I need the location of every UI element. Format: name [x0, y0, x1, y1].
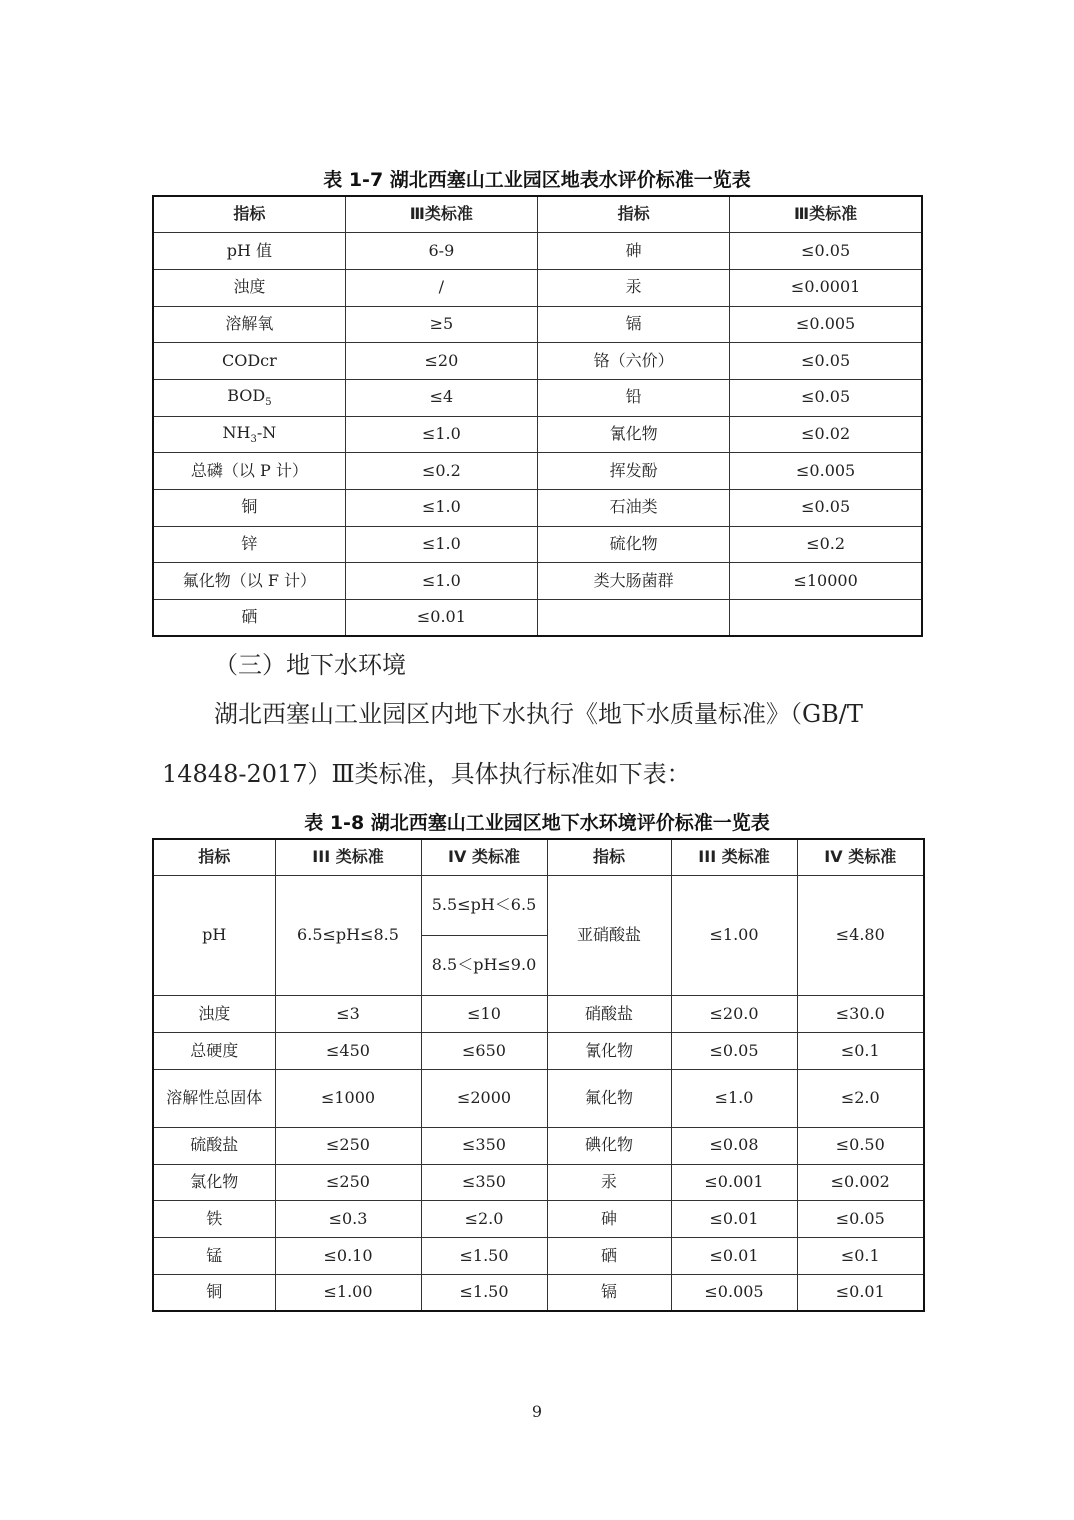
table-cell: 石油类 [538, 490, 730, 527]
header-cell: Ⅲ类标准 [345, 196, 537, 233]
table-row [153, 306, 922, 343]
table-cell: 氟化物 [547, 1069, 671, 1127]
table-cell: ≤0.50 [797, 1127, 924, 1164]
table-cell: ≤1.00 [275, 1275, 421, 1312]
page-number: 9 [531, 1402, 543, 1421]
table-cell: ≤0.0001 [730, 269, 922, 306]
table-cell: 铅 [538, 379, 730, 416]
table-cell: 汞 [547, 1164, 671, 1201]
table-row [153, 233, 922, 270]
table-cell: ≤0.2 [345, 453, 537, 490]
table-cell: ≤250 [275, 1127, 421, 1164]
table-cell: $BOD_5$ [153, 379, 345, 416]
table-cell: ≤1.0 [345, 416, 537, 453]
table-cell: 亚硝酸盐 [547, 876, 671, 996]
table-cell: ≤2.0 [421, 1201, 547, 1238]
table-body [153, 876, 924, 1312]
table-cell: 硒 [153, 600, 345, 637]
table-cell: 锌 [153, 526, 345, 563]
table-cell: ≤10 [421, 996, 547, 1033]
table-cell: ≤0.01 [671, 1201, 797, 1238]
table-cell: 总磷（以 P 计） [153, 453, 345, 490]
header-cell: 指标 [538, 196, 730, 233]
table-cell: ≤0.05 [730, 490, 922, 527]
table-cell: ≤0.08 [671, 1127, 797, 1164]
table-cell: 浊度 [153, 269, 345, 306]
table-cell: ≤0.2 [730, 526, 922, 563]
table-cell: 硒 [547, 1238, 671, 1275]
table-cell: ≤650 [421, 1033, 547, 1070]
header-cell: 指标 [153, 196, 345, 233]
table-cell: $NH_3-N$ [153, 416, 345, 453]
table-cell: ≤4.80 [797, 876, 924, 996]
table-cell: ≤1.00 [671, 876, 797, 996]
table-cell: ≤0.02 [730, 416, 922, 453]
table-cell: ≤0.01 [671, 1238, 797, 1275]
table-cell: 硫化物 [538, 526, 730, 563]
table-cell: ≤0.05 [730, 233, 922, 270]
table-cell: 挥发酚 [538, 453, 730, 490]
table-cell: pH [153, 876, 275, 996]
header-cell: III 类标准 [671, 839, 797, 876]
table-cell: ≤0.01 [345, 600, 537, 637]
table-cell: ≥5 [345, 306, 537, 343]
table-cell: 铁 [153, 1201, 275, 1238]
table-1-7 [152, 195, 923, 637]
table-row [153, 379, 922, 416]
table-cell: 氯化物 [153, 1164, 275, 1201]
table-cell: ≤350 [421, 1164, 547, 1201]
table-cell: 硝酸盐 [547, 996, 671, 1033]
table-cell: ≤10000 [730, 563, 922, 600]
table-cell: 硫酸盐 [153, 1127, 275, 1164]
table-cell: 汞 [538, 269, 730, 306]
table-cell: 镉 [547, 1275, 671, 1312]
table-cell: ≤0.005 [730, 306, 922, 343]
table-cell: 碘化物 [547, 1127, 671, 1164]
paragraph-line-1: 湖北西塞山工业园区内地下水执行《地下水质量标准》（GB/T [214, 700, 863, 728]
table-cell: ≤350 [421, 1127, 547, 1164]
table-cell: ≤0.05 [797, 1201, 924, 1238]
header-cell: Ⅲ类标准 [730, 196, 922, 233]
table-cell: ≤20 [345, 343, 537, 380]
table-row [153, 600, 922, 637]
table-cell: 总硬度 [153, 1033, 275, 1070]
table-cell: 氟化物（以 F 计） [153, 563, 345, 600]
table-cell: ≤0.05 [730, 379, 922, 416]
table-cell: 6-9 [345, 233, 537, 270]
table-cell: 砷 [547, 1201, 671, 1238]
table-cell: ≤0.05 [671, 1033, 797, 1070]
table-header-row [153, 839, 924, 876]
table-cell: 溶解性总固体 [153, 1069, 275, 1127]
table-cell: ≤0.01 [797, 1275, 924, 1312]
table-row [153, 453, 922, 490]
table-cell: ≤0.002 [797, 1164, 924, 1201]
table-row [153, 1164, 924, 1201]
table-cell: ≤30.0 [797, 996, 924, 1033]
table-cell: ≤1.50 [421, 1275, 547, 1312]
table-cell: ≤0.05 [730, 343, 922, 380]
table-row [153, 1033, 924, 1070]
table-cell: ≤0.3 [275, 1201, 421, 1238]
table-cell: ≤250 [275, 1164, 421, 1201]
table-cell: ≤2.0 [797, 1069, 924, 1127]
table-cell: 氰化物 [547, 1033, 671, 1070]
table-header-row [153, 196, 922, 233]
table-cell: ≤1.0 [345, 526, 537, 563]
table-cell: 铜 [153, 1275, 275, 1312]
paragraph-line-2: 14848-2017）Ⅲ类标准，具体执行标准如下表： [162, 760, 691, 788]
table-cell: ≤0.10 [275, 1238, 421, 1275]
table-cell: 铜 [153, 490, 345, 527]
table-1-8-caption: 表 1-8 湖北西塞山工业园区地下水环境评价标准一览表 [304, 812, 770, 834]
table-cell: ≤1000 [275, 1069, 421, 1127]
table-row [153, 1275, 924, 1312]
table-cell: 溶解氧 [153, 306, 345, 343]
table-row [153, 1069, 924, 1127]
table-row [153, 343, 922, 380]
table-cell: ≤0.005 [730, 453, 922, 490]
table-cell: ≤1.0 [345, 563, 537, 600]
header-cell: IV 类标准 [421, 839, 547, 876]
table-cell: CODcr [153, 343, 345, 380]
table-cell [538, 600, 730, 637]
table-row [153, 490, 922, 527]
table-cell: ≤2000 [421, 1069, 547, 1127]
table-row [153, 1127, 924, 1164]
table-row [153, 996, 924, 1033]
table-1-7-caption: 表 1-7 湖北西塞山工业园区地表水评价标准一览表 [323, 169, 751, 191]
table-cell: 砷 [538, 233, 730, 270]
header-cell: IV 类标准 [797, 839, 924, 876]
table-cell: 6.5≤pH≤8.5 [275, 876, 421, 996]
table-cell: 铬（六价） [538, 343, 730, 380]
header-cell: 指标 [547, 839, 671, 876]
table-cell: ≤4 [345, 379, 537, 416]
table-cell: 锰 [153, 1238, 275, 1275]
table-cell: ≤3 [275, 996, 421, 1033]
table-row [153, 269, 922, 306]
table-cell [730, 600, 922, 637]
table-cell: ≤1.0 [671, 1069, 797, 1127]
table-1-8 [152, 838, 925, 1312]
table-cell: ≤0.005 [671, 1275, 797, 1312]
table-row [153, 563, 922, 600]
table-cell: 5.5≤pH＜6.5 [421, 876, 547, 936]
table-cell: / [345, 269, 537, 306]
table-cell: ≤0.001 [671, 1164, 797, 1201]
table-row [153, 416, 922, 453]
table-row [153, 876, 924, 936]
table-cell: 氰化物 [538, 416, 730, 453]
header-cell: 指标 [153, 839, 275, 876]
table-cell: ≤0.1 [797, 1238, 924, 1275]
table-cell: ≤1.0 [345, 490, 537, 527]
table-cell: 镉 [538, 306, 730, 343]
table-row [153, 1201, 924, 1238]
table-cell: ≤0.1 [797, 1033, 924, 1070]
table-row [153, 1238, 924, 1275]
table-cell: 8.5＜pH≤9.0 [421, 936, 547, 996]
header-cell: III 类标准 [275, 839, 421, 876]
table-cell: 浊度 [153, 996, 275, 1033]
table-cell: ≤20.0 [671, 996, 797, 1033]
table-row [153, 526, 922, 563]
section-heading: （三）地下水环境 [214, 651, 406, 679]
table-cell: pH 值 [153, 233, 345, 270]
table-cell: ≤1.50 [421, 1238, 547, 1275]
table-cell: 类大肠菌群 [538, 563, 730, 600]
table-cell: ≤450 [275, 1033, 421, 1070]
table-body [153, 233, 922, 637]
